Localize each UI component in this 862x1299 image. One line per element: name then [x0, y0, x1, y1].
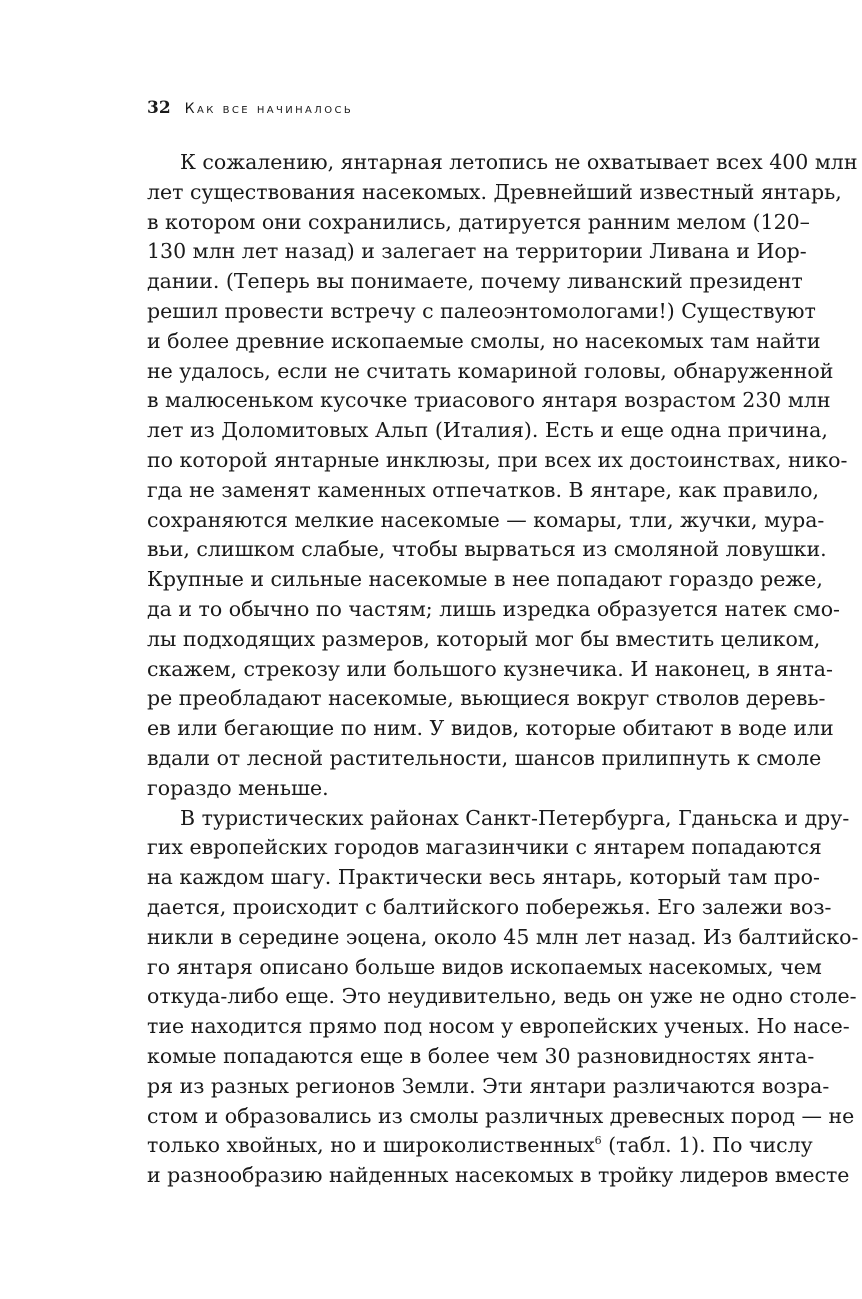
text-line: комые попадаются еще в более чем 30 разновидностях янта-	[147, 1043, 815, 1068]
text-line: вьи, слишком слабые, чтобы вырваться из смоляной ловушки.	[147, 537, 827, 562]
page-number: 32	[147, 98, 171, 118]
text-line: В туристических районах Санкт-Петербурга, Гданьска и дру-	[180, 805, 850, 830]
text-line: откуда-либо еще. Это неудивительно, ведь он уже не одно столе-	[147, 984, 857, 1009]
text-line: и разнообразию найденных насекомых в тройку лидеров вместе	[147, 1163, 850, 1188]
paragraph-2	[147, 804, 859, 1191]
text-line: сохраняются мелкие насекомые — комары, тли, жучки, мура-	[147, 507, 825, 532]
text-segment: только хвойных, но и широколиственных	[147, 1133, 595, 1158]
text-line: не удалось, если не считать комариной головы, обнаруженной	[147, 358, 834, 383]
text-line: лет из Доломитовых Альп (Италия). Есть и еще одна причина,	[147, 418, 828, 443]
text-line-with-footnote	[147, 1131, 813, 1161]
text-line: решил провести встречу с палеоэнтомологами!) Существуют	[147, 298, 816, 323]
text-line: да и то обычно по частям; лишь изредка образуется натек смо-	[147, 596, 840, 621]
text-line: скажем, стрекозу или большого кузнечика. И наконец, в янта-	[147, 656, 833, 681]
text-line: в малюсеньком кусочке триасового янтаря возрастом 230 млн	[147, 388, 831, 413]
text-segment: (табл. 1). По числу	[601, 1133, 813, 1158]
text-line: лет существования насекомых. Древнейший известный янтарь,	[147, 179, 842, 204]
text-line: стом и образовались из смолы различных древесных пород — не	[147, 1103, 855, 1128]
text-line: 130 млн лет назад) и залегает на территории Ливана и Иор-	[147, 239, 807, 264]
body-text	[147, 148, 859, 1191]
text-line: по которой янтарные инклюзы, при всех их достоинствах, нико-	[147, 447, 848, 472]
text-line: ря из разных регионов Земли. Эти янтари различаются возра-	[147, 1073, 830, 1098]
paragraph-1	[147, 148, 858, 804]
text-line: в котором они сохранились, датируется ранним мелом (120–	[147, 209, 810, 234]
text-line: дании. (Теперь вы понимаете, почему ливанский президент	[147, 269, 803, 294]
text-line: гда не заменят каменных отпечатков. В янтаре, как правило,	[147, 477, 819, 502]
text-line: К сожалению, янтарная летопись не охватывает всех 400 млн	[180, 150, 858, 174]
text-line: Крупные и сильные насекомые в нее попадают гораздо реже,	[147, 567, 823, 592]
text-line: дается, происходит с балтийского побережья. Его залежи воз-	[147, 894, 832, 919]
text-line: ев или бегающие по ним. У видов, которые обитают в воде или	[147, 716, 834, 741]
text-line: тие находится прямо под носом у европейских ученых. Но насе-	[147, 1014, 850, 1039]
chapter-title: Как все начиналось	[184, 101, 354, 117]
text-line: лы подходящих размеров, который мог бы вместить целиком,	[147, 626, 821, 651]
text-line: гих европейских городов магазинчики с янтарем попадаются	[147, 835, 822, 860]
text-line: и более древние ископаемые смолы, но насекомых там найти	[147, 328, 821, 353]
running-head	[147, 98, 767, 122]
text-line: на каждом шагу. Практически весь янтарь, который там про-	[147, 865, 820, 890]
text-line: никли в середине эоцена, около 45 млн лет назад. Из балтийско-	[147, 924, 859, 949]
text-line: ре преобладают насекомые, вьющиеся вокруг стволов деревь-	[147, 686, 826, 711]
footnote-reference[interactable]: 6	[594, 1134, 602, 1148]
text-line: гораздо меньше.	[147, 775, 329, 800]
text-line: вдали от лесной растительности, шансов прилипнуть к смоле	[147, 745, 822, 770]
text-line: го янтаря описано больше видов ископаемых насекомых, чем	[147, 954, 822, 979]
